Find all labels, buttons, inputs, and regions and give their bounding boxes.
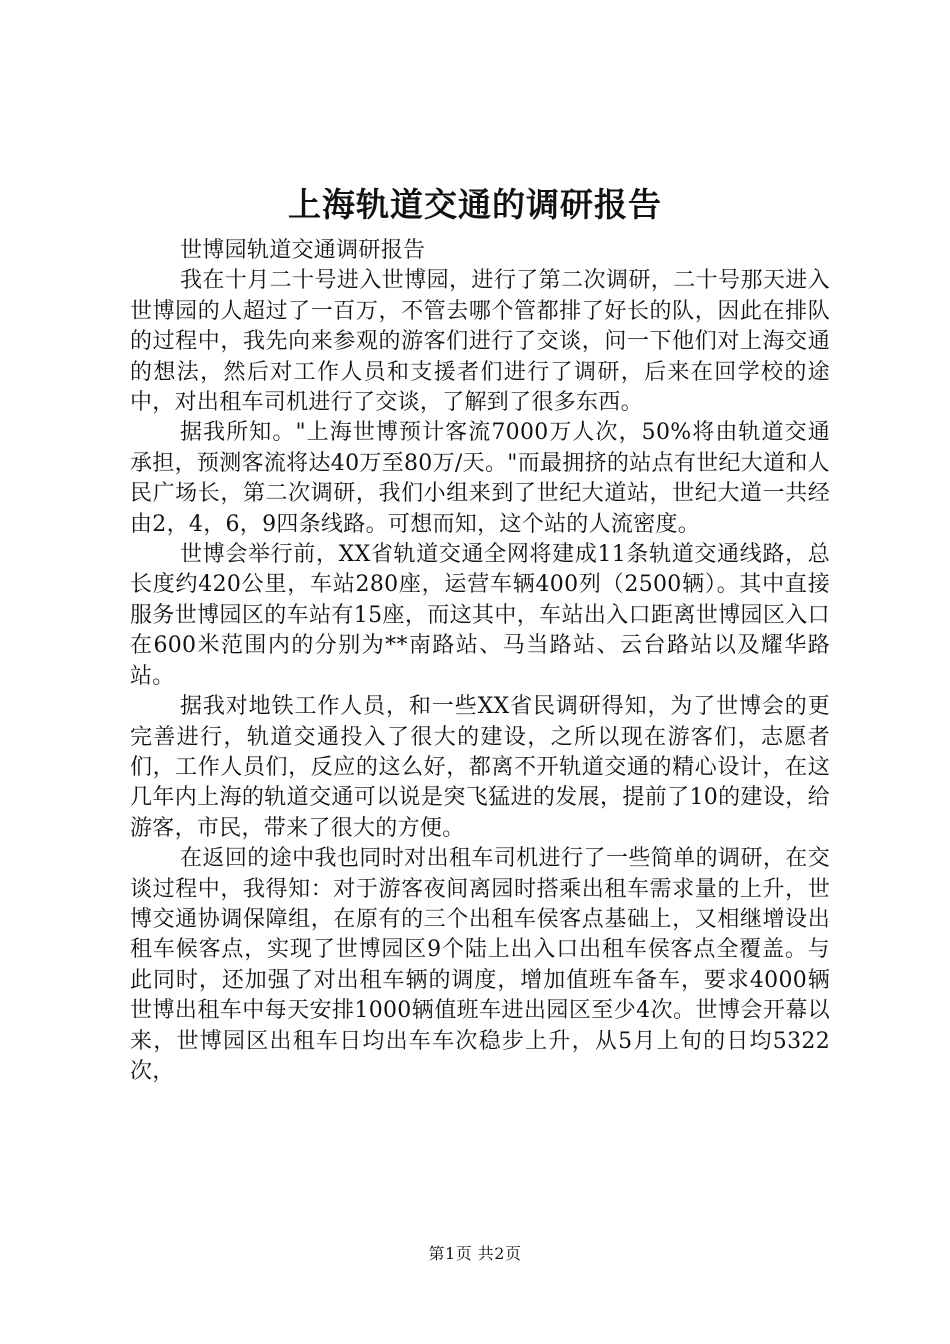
page-footer: 第1页 共2页 bbox=[428, 1244, 522, 1263]
body-paragraph: 据我所知。"上海世博预计客流7000万人次，50%将由轨道交通承担，预测客流将达40万至80万/天。"而最拥挤的站点有世纪大道和人民广场长，第二次调研，我们小组来到了世纪大道站，世纪大道一共经由2，4，6，9四条线路。可想而知，这个站的人流密度。 bbox=[130, 420, 830, 537]
body-paragraph: 我在十月二十号进入世博园，进行了第二次调研，二十号那天进入世博园的人超过了一百万，不管去哪个管都排了好长的队，因此在排队的过程中，我先向来参观的游客们进行了交谈，问一下他们对上海交通的想法，然后对工作人员和支援者们进行了调研，后来在回学校的途中，对出租车司机进行了交谈，了解到了很多东西。 bbox=[130, 268, 830, 416]
body-paragraph: 据我对地铁工作人员，和一些XX省民调研得知，为了世博会的更完善进行，轨道交通投入了很大的建设，之所以现在游客们，志愿者们，工作人员们，反应的这么好，都离不开轨道交通的精心设计，在这几年内上海的轨道交通可以说是突飞猛进的发展，提前了10的建设，给游客，市民，带来了很大的方便。 bbox=[130, 694, 830, 841]
body-paragraph: 世博会举行前，XX省轨道交通全网将建成11条轨道交通线路，总长度约420公里，车站280座，运营车辆400列（2500辆）。其中直接服务世博园区的车站有15座，而这其中，车站出入口距离世博园区入口在600米范围内的分别为**南路站、马当路站、云台路站以及耀华路站。 bbox=[130, 542, 830, 689]
document-title: 上海轨道交通的调研报告 bbox=[288, 185, 662, 224]
body-paragraph-subtitle: 世博园轨道交通调研报告 bbox=[180, 238, 426, 263]
body-paragraph: 在返回的途中我也同时对出租车司机进行了一些简单的调研，在交谈过程中，我得知：对于游客夜间离园时搭乘出租车需求量的上升，世博交通协调保障组，在原有的三个出租车侯客点基础上，又相继增设出租车候客点，实现了世博园区9个陆上出入口出租车侯客点全覆盖。与此同时，还加强了对出租车辆的调度，增加值班车备车，要求4000辆世博出租车中每天安排1000辆值班车进出园区至少4次。世博会开幕以来，世博园区出租车日均出车车次稳步上升，从5月上旬的日均5322次， bbox=[130, 846, 830, 1084]
document-body bbox=[130, 236, 830, 1087]
